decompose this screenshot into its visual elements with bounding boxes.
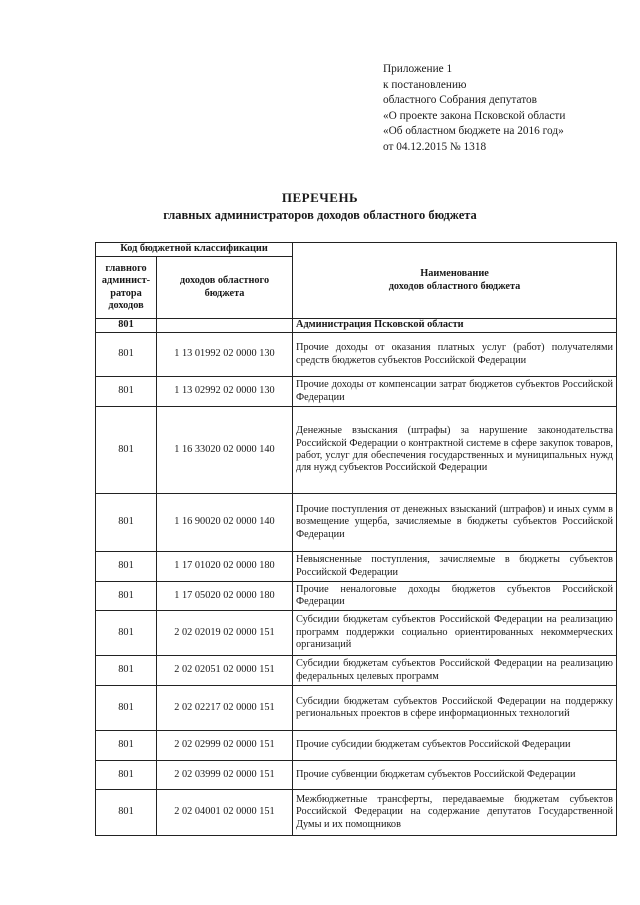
table-row [96,761,617,790]
admin-code-cell: 801 [96,656,157,686]
revenue-name-cell: Прочие доходы от компенсации затрат бюджетов субъектов Российской Федерации [293,377,617,407]
revenue-table [95,242,617,836]
header-classification-code: Код бюджетной классификации [96,243,293,257]
admin-code-cell: 801 [96,790,157,836]
table-row [96,494,617,552]
document-subtitle: главных администраторов доходов областного бюджета [163,208,477,222]
admin-code-cell: 801 [96,611,157,656]
table-row [96,407,617,494]
appendix-line: Приложение 1 [383,63,453,75]
table-row [96,656,617,686]
section-name: Администрация Псковской области [293,319,617,333]
table-row [96,731,617,761]
revenue-code-cell: 2 02 02999 02 0000 151 [157,731,293,761]
appendix-line: областного Собрания депутатов [383,94,537,107]
table-row [96,377,617,407]
revenue-name-cell: Прочие субсидии бюджетам субъектов Российской Федерации [293,731,617,761]
document-title: ПЕРЕЧЕНЬ [281,190,359,205]
appendix-line: от 04.12.2015 № 1318 [383,140,487,153]
section-admin-code: 801 [96,319,157,333]
header-revenue-name [293,243,617,319]
admin-code-cell: 801 [96,407,157,494]
revenue-code-cell: 1 17 05020 02 0000 180 [157,582,293,611]
table-row [96,611,617,656]
appendix-block [383,62,565,156]
table-row [96,552,617,582]
revenue-name-cell: Субсидии бюджетам субъектов Российской Федерации на поддержку региональных проектов в сфере информационных технологий [293,686,617,731]
admin-code-cell: 801 [96,377,157,407]
header-revenue-code: доходов областного бюджета [157,257,293,319]
revenue-code-cell: 1 16 33020 02 0000 140 [157,407,293,494]
appendix-line: «О проекте закона Псковской области [383,109,566,122]
revenue-name-cell: Межбюджетные трансферты, передаваемые бюджетам субъектов Российской Федерации на содержание депутатов Государственной Думы и их помощников [293,790,617,836]
revenue-name-cell: Денежные взыскания (штрафы) за нарушение законодательства Российской Федерации о контрактной системе в сфере закупок товаров, работ, услуг для обеспечения государственных и муниципальных нужд для нужд субъектов Российской Федерации [293,407,617,494]
revenue-code-cell: 2 02 02019 02 0000 151 [157,611,293,656]
table-row [96,686,617,731]
table-row [96,790,617,836]
revenue-name-cell: Прочие доходы от оказания платных услуг (работ) получателями средств бюджетов субъектов Российской Федерации [293,333,617,377]
header-revenue-name-line2: доходов областного бюджета [388,280,521,292]
revenue-name-cell: Прочие субвенции бюджетам субъектов Российской Федерации [293,761,617,790]
admin-code-cell: 801 [96,731,157,761]
revenue-name-cell: Прочие поступления от денежных взысканий (штрафов) и иных сумм в возмещение ущерба, зачисляемые в бюджеты субъектов Российской Федерации [293,494,617,552]
revenue-code-cell: 1 17 01020 02 0000 180 [157,552,293,582]
table-row [96,333,617,377]
header-revenue-name-line1: Наименование [420,268,489,279]
section-revenue-code [157,319,293,333]
revenue-code-cell: 1 13 02992 02 0000 130 [157,377,293,407]
revenue-code-cell: 1 13 01992 02 0000 130 [157,333,293,377]
revenue-code-cell: 2 02 02217 02 0000 151 [157,686,293,731]
revenue-name-cell: Прочие неналоговые доходы бюджетов субъектов Российской Федерации [293,582,617,611]
admin-code-cell: 801 [96,686,157,731]
table-row [96,582,617,611]
appendix-line: к постановлению [383,78,467,91]
revenue-code-cell: 1 16 90020 02 0000 140 [157,494,293,552]
appendix-line: «Об областном бюджете на 2016 год» [383,125,564,138]
revenue-code-cell: 2 02 03999 02 0000 151 [157,761,293,790]
admin-code-cell: 801 [96,333,157,377]
revenue-code-cell: 2 02 04001 02 0000 151 [157,790,293,836]
revenue-name-cell: Субсидии бюджетам субъектов Российской Федерации на реализацию программ поддержки социально ориентированных некоммерческих организаций [293,611,617,656]
revenue-name-cell: Субсидии бюджетам субъектов Российской Федерации на реализацию федеральных целевых программ [293,656,617,686]
revenue-name-cell: Невыясненные поступления, зачисляемые в бюджеты субъектов Российской Федерации [293,552,617,582]
header-admin-code: главного админист-ратора доходов [96,257,157,319]
admin-code-cell: 801 [96,494,157,552]
section-row [96,319,617,333]
admin-code-cell: 801 [96,582,157,611]
revenue-code-cell: 2 02 02051 02 0000 151 [157,656,293,686]
admin-code-cell: 801 [96,761,157,790]
admin-code-cell: 801 [96,552,157,582]
